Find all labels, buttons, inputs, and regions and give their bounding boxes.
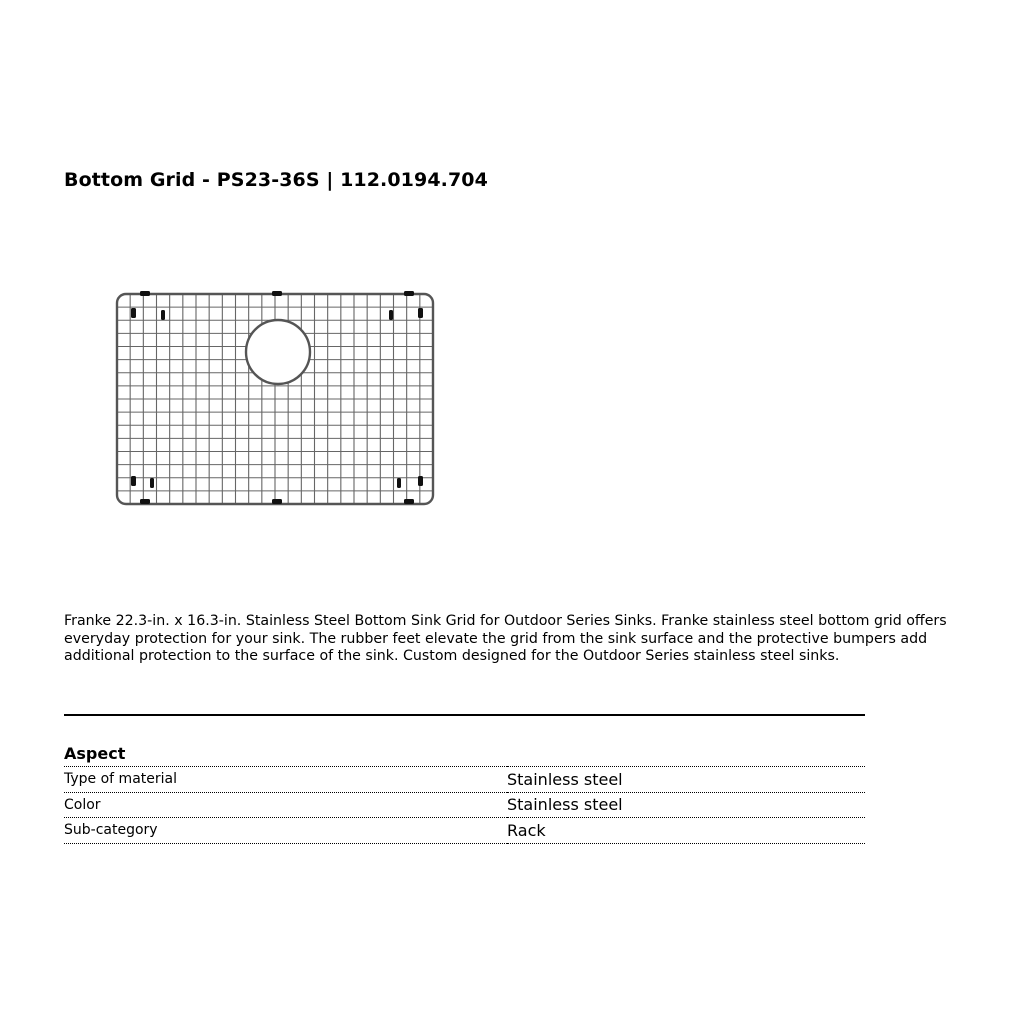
rubber-foot xyxy=(404,291,414,296)
spec-row xyxy=(64,818,865,844)
rubber-foot xyxy=(389,310,393,320)
page-title: Bottom Grid - PS23-36S | 112.0194.704 xyxy=(64,169,488,191)
rubber-foot xyxy=(161,310,165,320)
rubber-foot xyxy=(131,308,136,318)
spec-label: Type of material xyxy=(64,767,507,793)
spec-value: Stainless steel xyxy=(507,767,865,793)
spec-row xyxy=(64,792,865,818)
rubber-foot xyxy=(150,478,154,488)
spec-value: Rack xyxy=(507,818,865,844)
rubber-foot xyxy=(272,291,282,296)
spec-label: Sub-category xyxy=(64,818,507,844)
sink-grid-image xyxy=(104,284,444,516)
rubber-foot xyxy=(272,499,282,504)
section-divider xyxy=(64,714,865,716)
product-description: Franke 22.3-in. x 16.3-in. Stainless Steel Bottom Sink Grid for Outdoor Series Sinks. Franke stainless steel bottom grid offers everyday protection for your sink. The rubber feet elevate the grid from the sink surface and the protective bumpers add additional protection to the surface of the sink. Custom designed for the Outdoor Series stainless steel sinks. xyxy=(64,613,947,665)
rubber-foot xyxy=(404,499,414,504)
spec-table xyxy=(64,766,865,844)
rubber-foot xyxy=(140,499,150,504)
spec-row xyxy=(64,767,865,793)
sink-grid-drawing xyxy=(104,284,444,516)
rubber-foot xyxy=(418,308,423,318)
rubber-foot xyxy=(418,476,423,486)
spec-heading: Aspect xyxy=(64,744,126,763)
drain-opening xyxy=(246,320,310,384)
spec-label: Color xyxy=(64,792,507,818)
rubber-foot xyxy=(397,478,401,488)
spec-value: Stainless steel xyxy=(507,792,865,818)
rubber-foot xyxy=(131,476,136,486)
rubber-foot xyxy=(140,291,150,296)
